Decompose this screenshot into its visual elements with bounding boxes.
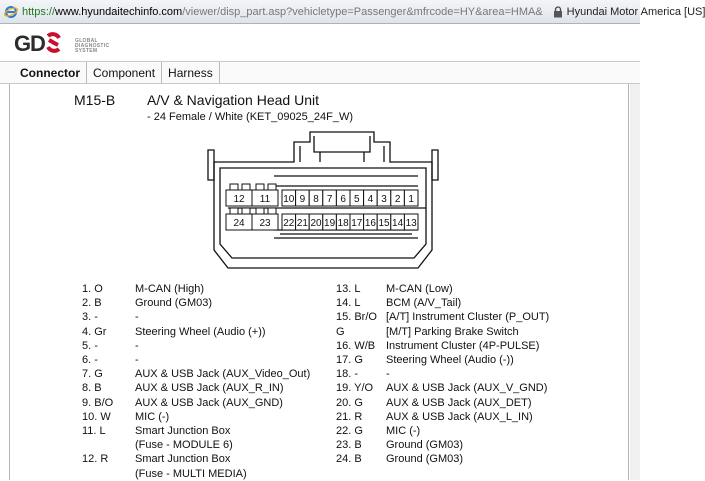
pin-label: 2: [394, 194, 401, 205]
pin-description: -: [135, 311, 139, 324]
logo-glyphs: [14, 32, 72, 54]
pin-label: 22: [283, 218, 295, 229]
pin-label: 14: [392, 218, 404, 229]
tab-harness[interactable]: Harness: [162, 62, 220, 83]
pin-row: [82, 424, 310, 438]
pin-row: [336, 339, 549, 353]
pin-key: [242, 184, 250, 190]
logo-sub-line: SYSTEM: [75, 47, 98, 54]
pin-row: [336, 396, 549, 410]
pin-description: (Fuse - MODULE 6): [135, 439, 233, 452]
pin-number: 17. G: [336, 354, 363, 367]
pin-description: Steering Wheel (Audio (+)): [135, 325, 266, 338]
viewer-tabs: [0, 62, 640, 84]
pin-row: [336, 325, 549, 339]
logo-subtitle: [75, 39, 109, 54]
pin-number: 4. Gr: [82, 325, 107, 338]
url-scheme: https://: [22, 5, 56, 18]
pin-key: [230, 184, 238, 190]
pin-description: M-CAN (High): [135, 283, 205, 295]
pin-number: G: [336, 325, 345, 338]
connector-title: A/V & Navigation Head Unit: [147, 92, 319, 108]
pin-description: Steering Wheel (Audio (-)): [386, 354, 514, 367]
pin-description: MIC (-): [135, 410, 170, 423]
pin-description: -: [135, 339, 139, 352]
pin-number: 5. -: [82, 339, 98, 352]
pin-label: 21: [296, 218, 308, 229]
url-field[interactable]: [4, 5, 543, 19]
pin-row: [82, 396, 310, 410]
pin-row: [336, 310, 549, 324]
pin-row: [336, 452, 549, 466]
pin-number: [82, 467, 135, 481]
pin-number: 14. L: [336, 297, 361, 310]
pin-number: 18. -: [336, 368, 359, 381]
pin-list-right: [336, 282, 549, 467]
pin-number: 6. -: [82, 354, 98, 367]
pin-description: [M/T] Parking Brake Switch: [386, 325, 519, 338]
pin-row: [82, 452, 310, 466]
pin-label: 20: [310, 218, 322, 229]
pin-description: [A/T] Instrument Cluster (P_OUT): [386, 311, 550, 324]
pin-description: Ground (GM03): [135, 297, 213, 310]
pin-row: [336, 282, 549, 296]
pin-number: 2. B: [82, 297, 102, 310]
gds-header: [0, 24, 640, 62]
connector-content: [9, 84, 629, 480]
pin-label: 11: [259, 194, 271, 205]
lock-icon: [553, 6, 563, 18]
pin-label: 13: [405, 218, 417, 229]
pin-row: [82, 353, 310, 367]
pin-number: 10. W: [82, 410, 111, 423]
pin-description: -: [386, 368, 390, 381]
pin-description: AUX & USB Jack (AUX_V_GND): [386, 382, 548, 395]
pin-description: (Fuse - MULTI MEDIA): [135, 467, 247, 480]
pin-description: -: [135, 354, 139, 367]
pin-label: 17: [351, 218, 363, 229]
pin-description: AUX & USB Jack (AUX_GND): [135, 396, 283, 409]
pin-description: MIC (-): [386, 425, 421, 438]
pin-row: [82, 282, 310, 296]
pin-number: 22. G: [336, 425, 363, 438]
connector-subtitle: - 24 Female / White (KET_09025_24F_W): [147, 111, 354, 123]
pin-description: BCM (A/V_Tail): [386, 297, 462, 310]
pin-number: 24. B: [336, 453, 362, 466]
pin-label: 4: [367, 194, 374, 205]
pin-label: 9: [299, 194, 306, 205]
pin-label: 1: [408, 194, 414, 205]
pin-key: [242, 208, 250, 214]
pin-number: 11. L: [82, 425, 106, 438]
tab-connector[interactable]: Connector: [14, 62, 87, 83]
pin-label: 15: [378, 218, 390, 229]
pin-row: [82, 339, 310, 353]
pin-description: AUX & USB Jack (AUX_L_IN): [386, 410, 533, 423]
pin-list-left: [82, 282, 310, 481]
pin-row: [336, 367, 549, 381]
pin-row: [82, 367, 310, 381]
pin-label: 3: [381, 194, 387, 205]
pin-description: M-CAN (Low): [386, 283, 453, 295]
pin-number: 3. -: [82, 311, 98, 324]
pin-number: 7. G: [82, 368, 103, 381]
svg-text:D: D: [30, 31, 45, 56]
site-identity[interactable]: [549, 6, 705, 18]
pin-key: [268, 208, 276, 214]
logo-sub-line: GLOBAL: [75, 37, 98, 44]
pin-cells-bottom: [226, 208, 418, 230]
pin-number: 21. R: [336, 410, 363, 423]
pin-key: [256, 184, 264, 190]
pin-row: [336, 424, 549, 438]
pin-label: 24: [233, 218, 245, 229]
pin-label: 12: [233, 194, 245, 205]
pin-number: [82, 438, 135, 452]
pin-row: [82, 410, 310, 424]
url-host: www.hyundaitechinfo.com: [55, 5, 183, 18]
pin-row: [336, 296, 549, 310]
pin-description: AUX & USB Jack (AUX_R_IN): [135, 382, 284, 395]
url-path: /viewer/disp_part.asp?vehicletype=Passenger&mfrcode=HY&area=HMA&: [182, 5, 543, 18]
pin-number: 13. L: [336, 283, 361, 295]
pin-number: 20. G: [336, 396, 363, 409]
svg-text:G: G: [14, 31, 31, 56]
pin-key: [268, 184, 276, 190]
pin-label: 10: [283, 194, 295, 205]
gds-logo: [14, 32, 109, 60]
pin-description: Smart Junction Box: [135, 425, 231, 438]
site-identity-text: Hyundai Motor America [US]: [566, 5, 705, 18]
pin-row: [82, 325, 310, 339]
pin-description: Instrument Cluster (4P-PULSE): [386, 339, 540, 352]
pin-description: Ground (GM03): [386, 439, 464, 452]
pin-number: 1. O: [82, 283, 103, 295]
pin-label: 7: [326, 194, 333, 205]
pin-row: [82, 310, 310, 324]
logo-sub-line: DIAGNOSTIC: [75, 42, 110, 49]
vertical-scrollbar[interactable]: [630, 84, 640, 480]
pin-row: [82, 467, 310, 481]
browser-address-bar[interactable]: [0, 0, 705, 24]
pin-label: 16: [364, 218, 376, 229]
pin-number: 16. W/B: [336, 339, 376, 352]
pin-number: 19. Y/O: [336, 382, 374, 395]
pin-key: [230, 208, 238, 214]
pin-description: Smart Junction Box: [135, 453, 231, 466]
pin-row: [82, 381, 310, 395]
pin-row: [82, 438, 310, 452]
pin-number: 12. R: [82, 453, 109, 466]
pin-row: [82, 296, 310, 310]
pin-number: 23. B: [336, 439, 362, 452]
pin-number: 15. Br/O: [336, 311, 377, 324]
browser-icon: [4, 5, 18, 19]
connector-id: M15-B: [74, 92, 116, 108]
pin-cells-top: [226, 184, 418, 206]
pin-description: AUX & USB Jack (AUX_Video_Out): [135, 368, 311, 381]
logo-text: [14, 32, 72, 60]
pin-number: 9. B/O: [82, 396, 114, 409]
connector-diagram: [204, 132, 444, 272]
pin-label: 8: [313, 194, 319, 205]
pin-row: [336, 438, 549, 452]
pin-label: 18: [337, 218, 349, 229]
pin-label: 23: [259, 218, 271, 229]
pin-label: 19: [324, 218, 336, 229]
pin-number: 8. B: [82, 382, 102, 395]
pin-description: Ground (GM03): [386, 453, 464, 466]
pin-row: [336, 381, 549, 395]
pin-label: 5: [354, 194, 360, 205]
tab-component[interactable]: Component: [87, 62, 162, 83]
pin-row: [336, 353, 549, 367]
pin-row: [336, 410, 549, 424]
pin-label: 6: [340, 194, 346, 205]
pin-description: AUX & USB Jack (AUX_DET): [386, 396, 532, 409]
pin-key: [256, 208, 264, 214]
